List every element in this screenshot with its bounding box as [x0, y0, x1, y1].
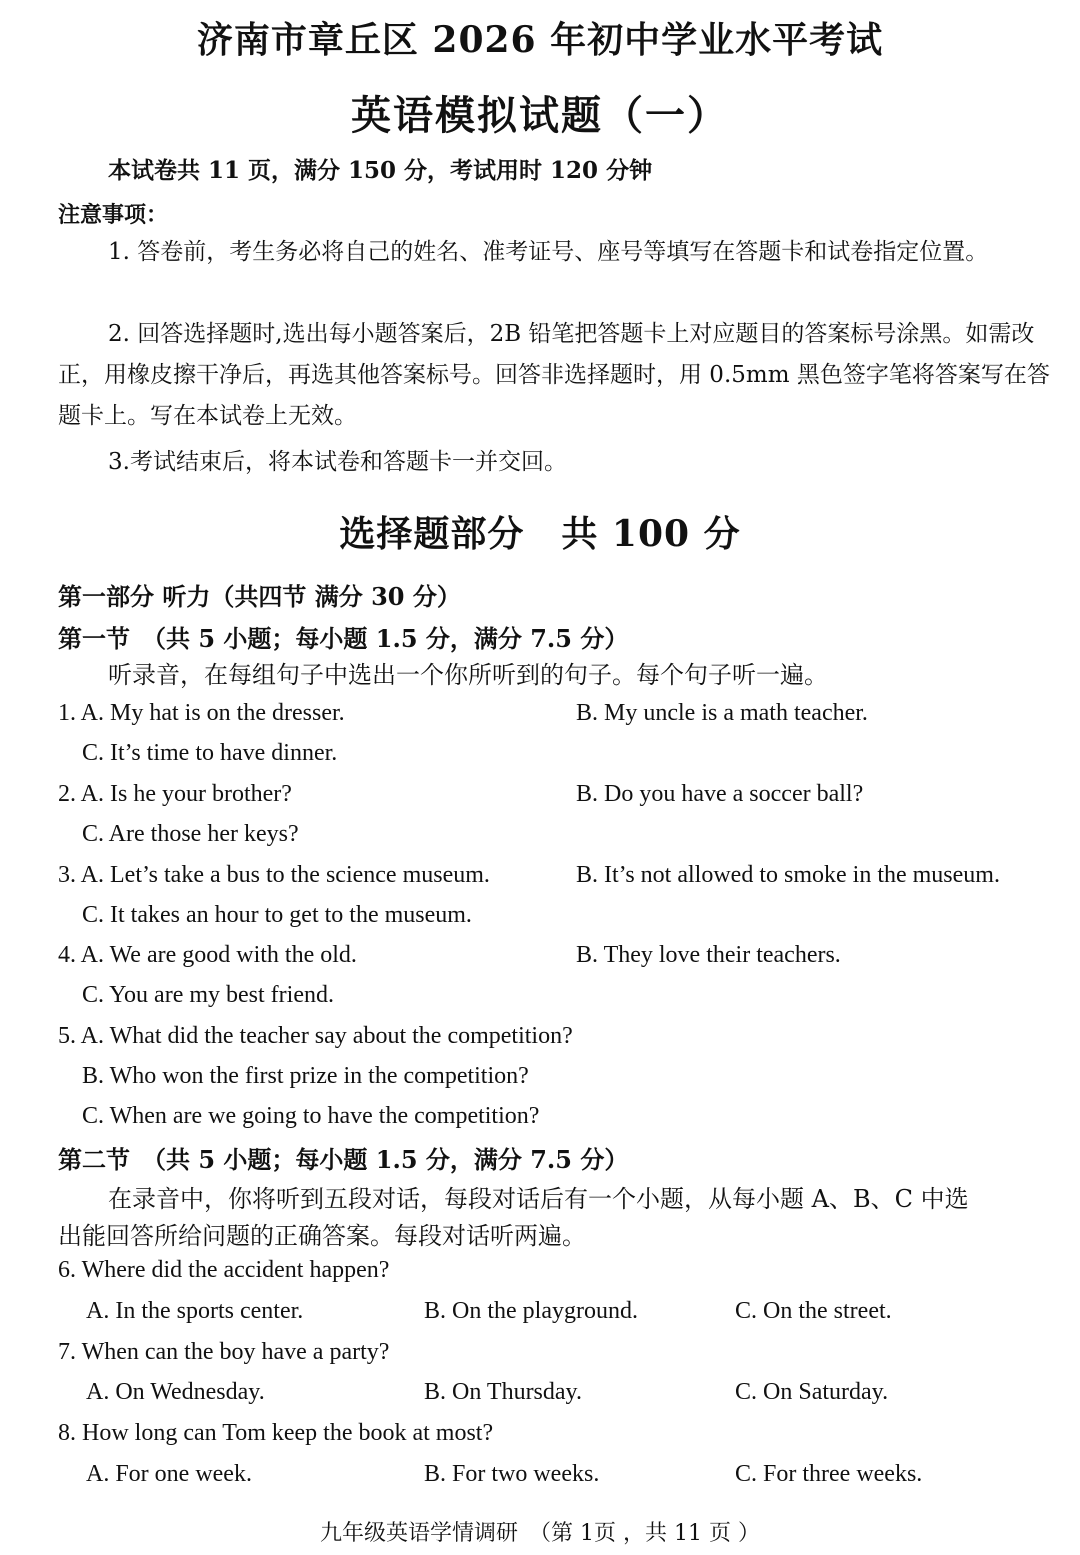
q8-option-c: C. For three weeks.	[735, 1461, 923, 1487]
notes-heading: 注意事项：	[58, 202, 169, 228]
section-title: 选择题部分 共 100 分	[339, 513, 741, 555]
q1-option-c: C. It’s time to have dinner.	[82, 740, 338, 766]
q8-stem: 8. How long can Tom keep the book at most?	[58, 1420, 494, 1446]
part1-sec2-title: 第二节 （共 5 小题；每小题 1.5 分，满分 7.5 分）	[58, 1145, 629, 1174]
part1-sec2-instruction-line2: 出能回答所给问题的正确答案。每段对话听两遍。	[58, 1222, 586, 1250]
q6-option-c: C. On the street.	[735, 1298, 892, 1324]
q7-option-c: C. On Saturday.	[735, 1379, 889, 1405]
q4-option-b: B. They love their teachers.	[576, 942, 841, 968]
exam-subtitle: 英语模拟试题（一）	[351, 92, 729, 139]
q6-option-a: A. In the sports center.	[86, 1298, 304, 1324]
q3-option-a: 3. A. Let’s take a bus to the science museum.	[58, 862, 490, 888]
q1-option-a: 1. A. My hat is on the dresser.	[58, 700, 345, 726]
q1-option-b: B. My uncle is a math teacher.	[576, 700, 868, 726]
part1-sec2-instruction-line1: 在录音中，你将听到五段对话，每段对话后有一个小题，从每小题 A、B、C 中选	[108, 1185, 969, 1213]
q3-option-b: B. It’s not allowed to smoke in the museum.	[576, 862, 1000, 888]
note-2: 2. 回答选择题时,选出每小题答案后，2B 铅笔把答题卡上对应题目的答案标号涂黑。如需改正，用橡皮擦干净后，再选其他答案标号。回答非选择题时，用 0.5mm 黑色签字笔将答案写在答题卡上。写在本试卷上无效。	[58, 321, 1050, 429]
q5-option-a: 5. A. What did the teacher say about the competition?	[58, 1023, 573, 1049]
q4-option-a: 4. A. We are good with the old.	[58, 942, 357, 968]
q5-option-c: C. When are we going to have the competition?	[82, 1103, 540, 1129]
q7-option-a: A. On Wednesday.	[86, 1379, 265, 1405]
note-3: 3.考试结束后，将本试卷和答题卡一并交回。	[108, 449, 567, 475]
exam-info: 本试卷共 11 页，满分 150 分，考试用时 120 分钟	[108, 157, 653, 184]
part1-sec1-instruction: 听录音，在每组句子中选出一个你所听到的句子。每个句子听一遍。	[108, 661, 828, 689]
q2-option-b: B. Do you have a soccer ball?	[576, 781, 864, 807]
q2-option-a: 2. A. Is he your brother?	[58, 781, 292, 807]
part1-title: 第一部分 听力（共四节 满分 30 分）	[58, 582, 461, 611]
q7-option-b: B. On Thursday.	[424, 1379, 582, 1405]
q3-option-c: C. It takes an hour to get to the museum.	[82, 902, 472, 928]
q7-stem: 7. When can the boy have a party?	[58, 1339, 390, 1365]
q6-option-b: B. On the playground.	[424, 1298, 638, 1324]
part1-sec1-title: 第一节 （共 5 小题；每小题 1.5 分，满分 7.5 分）	[58, 624, 629, 653]
q8-option-b: B. For two weeks.	[424, 1461, 600, 1487]
q8-option-a: A. For one week.	[86, 1461, 252, 1487]
page-footer: 九年级英语学情调研 （第 1页 ，共 11 页 ）	[320, 1521, 760, 1546]
q6-stem: 6. Where did the accident happen?	[58, 1257, 390, 1283]
exam-title: 济南市章丘区 2026 年初中学业水平考试	[196, 19, 884, 61]
note-1: 1. 答卷前，考生务必将自己的姓名、准考证号、座号等填写在答题卡和试卷指定位置。	[108, 239, 989, 265]
q4-option-c: C. You are my best friend.	[82, 982, 334, 1008]
q2-option-c: C. Are those her keys?	[82, 821, 299, 847]
q5-option-b: B. Who won the first prize in the competition?	[82, 1063, 529, 1089]
